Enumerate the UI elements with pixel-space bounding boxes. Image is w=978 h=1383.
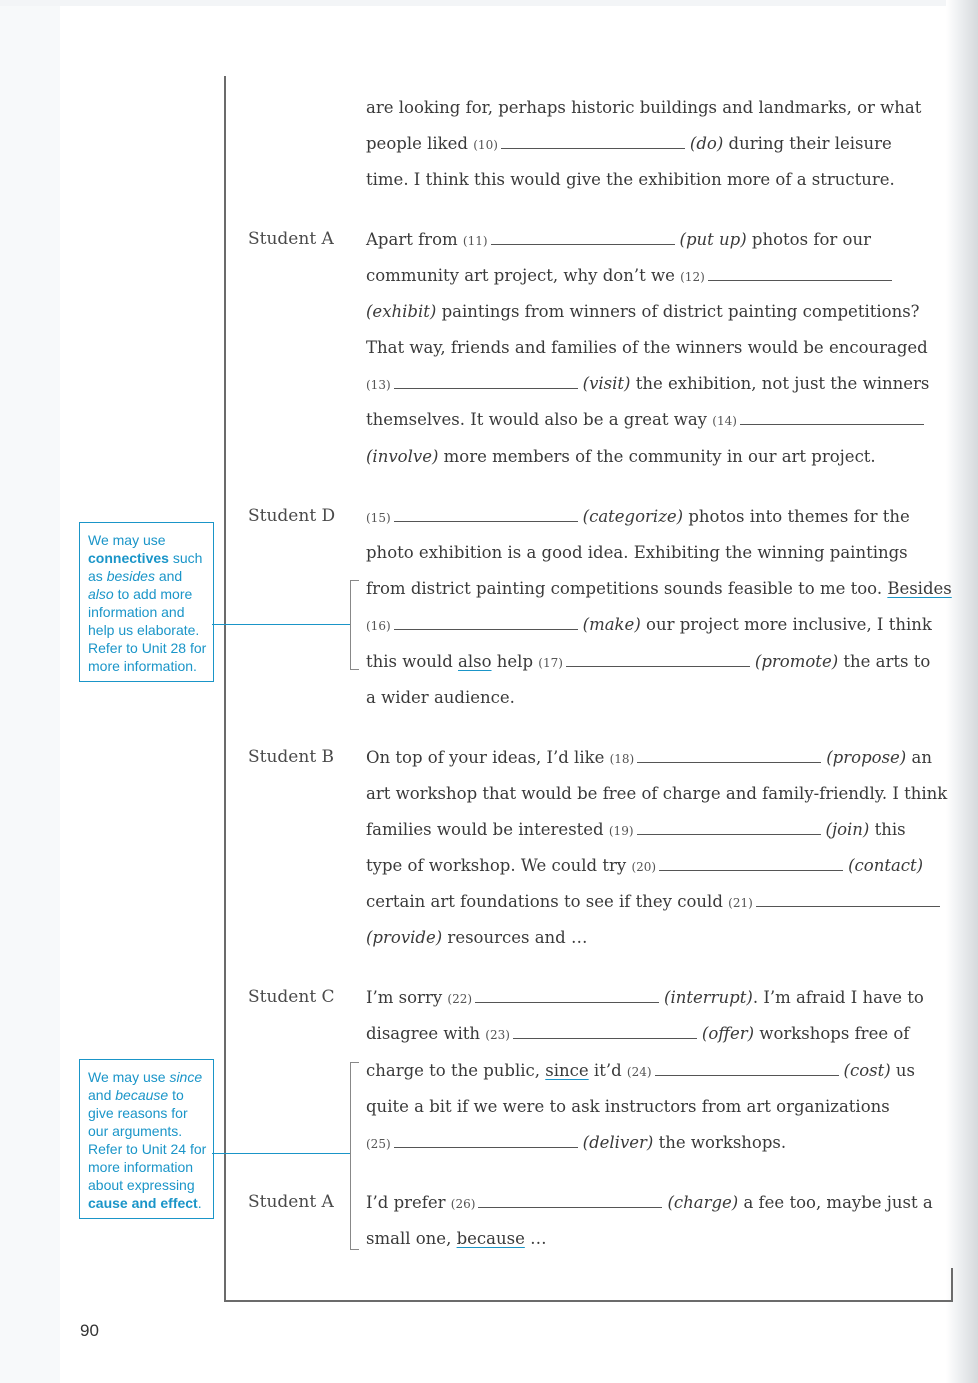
text-line: this would also help (17) (promote) the arts to	[366, 652, 931, 671]
text-line: quite a bit if we were to ask instructors from art organizations	[366, 1097, 890, 1116]
page-number: 90	[80, 1321, 99, 1340]
text-line: I’d prefer (26) (charge) a fee too, maybe just a	[366, 1193, 933, 1212]
connective-besides: Besides	[887, 579, 952, 598]
note-connector	[212, 624, 350, 625]
speaker-label: Student D	[248, 506, 336, 526]
blank-number: (10)	[473, 138, 498, 152]
connective-since: since	[545, 1061, 589, 1080]
text-line: I’m sorry (22) (interrupt). I’m afraid I have to	[366, 988, 924, 1007]
text-line: people liked (10) (do) during their leisure	[366, 134, 892, 153]
page-shadow	[946, 0, 978, 1383]
verb-prompt: (do)	[689, 134, 724, 153]
connective-because: because	[456, 1229, 525, 1248]
speaker-label: Student C	[248, 987, 335, 1007]
text-line: (25) (deliver) the workshops.	[366, 1133, 787, 1152]
text-line: disagree with (23) (offer) workshops free of	[366, 1024, 910, 1043]
text-line: a wider audience.	[366, 688, 515, 707]
answer-blank[interactable]	[394, 619, 578, 630]
text-line: art workshop that would be free of charge and family-friendly. I think	[366, 784, 948, 803]
text-line: type of workshop. We could try (20) (contact)	[366, 856, 924, 875]
answer-blank[interactable]	[740, 414, 924, 425]
answer-blank[interactable]	[637, 752, 821, 763]
answer-blank[interactable]	[394, 1137, 578, 1148]
speaker-label: Student B	[248, 747, 335, 767]
text-line: (exhibit) paintings from winners of district painting competitions?	[366, 302, 920, 321]
bracket-connectives	[350, 580, 359, 670]
text-line: small one, because …	[366, 1229, 547, 1248]
page-edge	[0, 0, 978, 6]
box-border-left	[224, 76, 226, 1302]
text-line: (16) (make) our project more inclusive, I think	[366, 615, 932, 634]
answer-blank[interactable]	[659, 860, 843, 871]
text-line: families would be interested (19) (join) this	[366, 820, 906, 839]
box-border-right	[951, 1268, 953, 1302]
answer-blank[interactable]	[478, 1197, 662, 1208]
tip-note-connectives: We may use connectives such as besides and also to add more information and help us elaborate. Refer to Unit 28 for more information.	[79, 522, 214, 682]
tip-note-cause-effect: We may use since and because to give reasons for our arguments. Refer to Unit 24 for more information about expressing cause and effect.	[79, 1059, 214, 1219]
answer-blank[interactable]	[513, 1028, 697, 1039]
text-line: (provide) resources and …	[366, 928, 588, 947]
answer-blank[interactable]	[475, 992, 659, 1003]
text-line: time. I think this would give the exhibition more of a structure.	[366, 170, 895, 189]
page-margin	[0, 0, 60, 1383]
text-line: (15) (categorize) photos into themes for the	[366, 507, 910, 526]
text-line: On top of your ideas, I’d like (18) (propose) an	[366, 748, 932, 767]
text-line: (13) (visit) the exhibition, not just the winners	[366, 374, 930, 393]
text-line: photo exhibition is a good idea. Exhibiting the winning paintings	[366, 543, 908, 562]
answer-blank[interactable]	[394, 511, 578, 522]
bracket-cause-effect	[350, 1062, 359, 1250]
answer-blank[interactable]	[637, 824, 821, 835]
answer-blank[interactable]	[655, 1065, 839, 1076]
answer-blank[interactable]	[708, 270, 892, 281]
speaker-label: Student A	[248, 1192, 334, 1212]
text-line: charge to the public, since it’d (24) (cost) us	[366, 1061, 916, 1080]
text-line: Apart from (11) (put up) photos for our	[366, 230, 871, 249]
answer-blank[interactable]	[501, 138, 685, 149]
answer-blank[interactable]	[491, 234, 675, 245]
text-line: themselves. It would also be a great way (14)	[366, 409, 929, 432]
box-border-bottom	[224, 1300, 953, 1302]
speaker-label: Student A	[248, 229, 334, 249]
answer-blank[interactable]	[756, 896, 940, 907]
answer-blank[interactable]	[394, 378, 578, 389]
text-line: (involve) more members of the community in our art project.	[366, 447, 876, 466]
note-connector	[212, 1153, 350, 1154]
text-line: community art project, why don’t we (12)	[366, 265, 897, 288]
text-line: That way, friends and families of the winners would be encouraged	[366, 338, 928, 357]
text-line: are looking for, perhaps historic buildings and landmarks, or what	[366, 98, 922, 117]
connective-also: also	[458, 652, 492, 671]
text-line: from district painting competitions sounds feasible to me too. Besides	[366, 579, 952, 598]
answer-blank[interactable]	[566, 656, 750, 667]
text-line: certain art foundations to see if they could (21)	[366, 891, 945, 914]
